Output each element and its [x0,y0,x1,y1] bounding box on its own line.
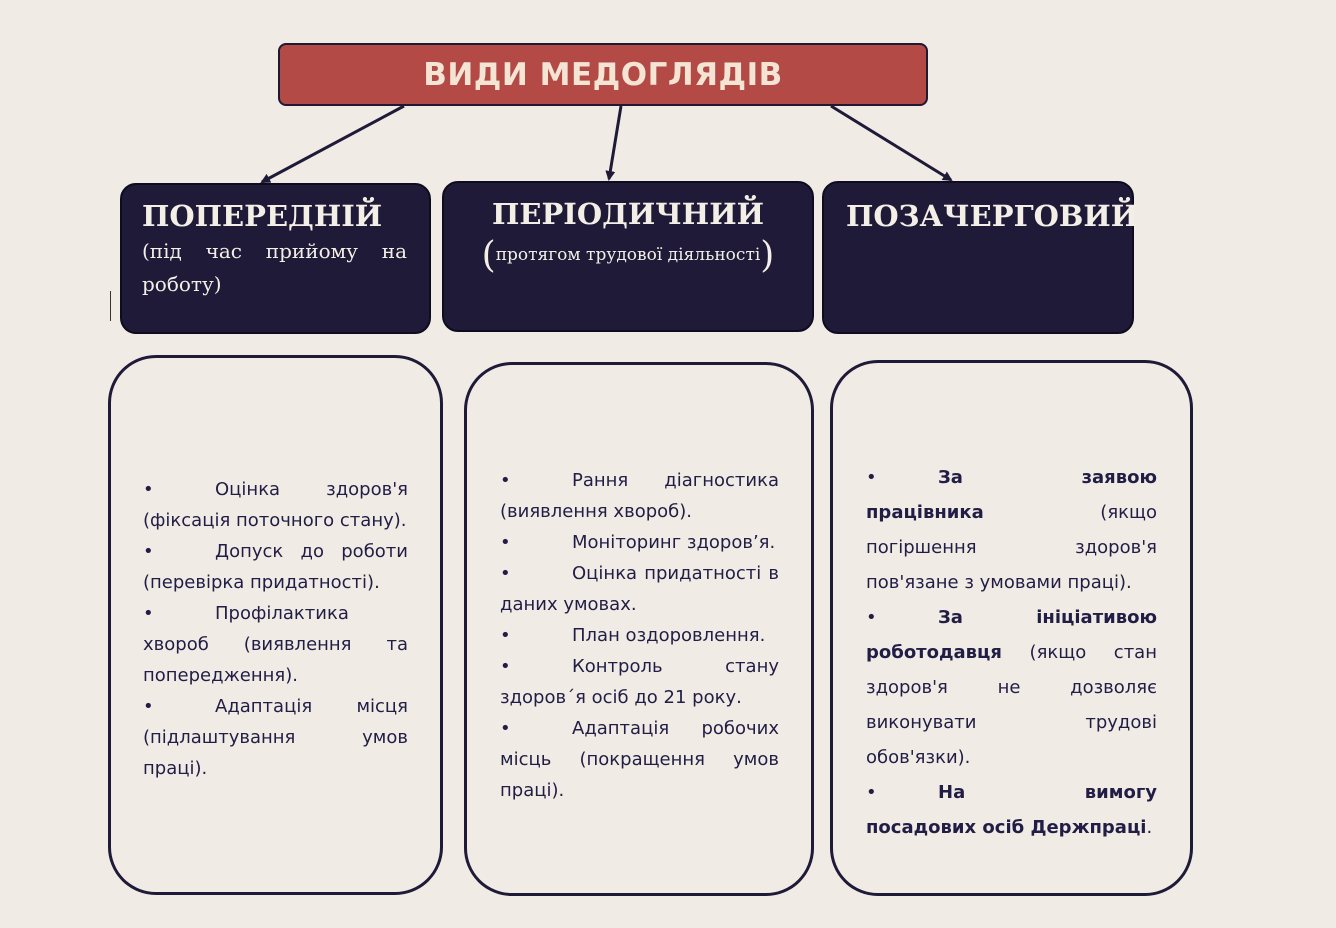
list-item: • Рання діагностика (виявлення хвороб). [500,470,779,522]
arrow-to-periodychnyy [609,106,621,179]
category-title: ПЕРІОДИЧНИЙ [492,197,764,231]
category-subtitle-line1: (під час прийому на [142,239,407,263]
list-item: • Адаптація місця (підлаштування умов праці). [143,696,408,779]
list-item: • За ініціативою роботодавця (якщо стан здоров'я не дозволяє виконувати трудові обов'язки). [866,607,1157,768]
category-title: ПОПЕРЕДНІЙ [142,199,383,233]
list-item: • Профілактика хвороб (виявлення та попередження). [143,603,408,686]
arrow-to-pozachergovyy [831,106,951,180]
category-subtitle-line2: роботу) [142,272,222,296]
category-periodychnyy [442,181,814,332]
list-item: • Допуск до роботи (перевірка придатності). [143,541,408,593]
list-item: • Оцінка придатності в даних умовах. [500,563,779,615]
list-item: • Моніторинг здоров’я. [500,532,776,553]
list-item: • За заявою працівника (якщо погіршення здоров'я пов'язане з умовами праці). [866,467,1157,593]
details-card-poperedniy [108,355,443,895]
list-item: • Оцінка здоров'я (фіксація поточного стану). [143,479,408,531]
list-item: • Адаптація робочих місць (покращення умов праці). [500,718,779,801]
diagram-title: ВИДИ МЕДОГЛЯДІВ [423,56,783,93]
text-cursor [110,291,111,321]
category-subtitle: (протягом трудової діяльності) [481,235,775,276]
details-card-pozachergovyy [830,360,1193,896]
category-pozachergovyy [822,181,1139,334]
category-poperedniy [120,183,431,334]
category-title: ПОЗАЧЕРГОВИЙ [846,199,1139,233]
list-item: • Контроль стану здоров΄я осіб до 21 року. [500,656,779,708]
list-item: • На вимогу посадових осіб Держпраці. [866,782,1157,838]
arrow-to-poperedniy [262,106,404,182]
list-item: • План оздоровлення. [500,625,766,646]
details-card-periodychnyy [464,362,814,896]
diagram-title-box [278,43,928,106]
